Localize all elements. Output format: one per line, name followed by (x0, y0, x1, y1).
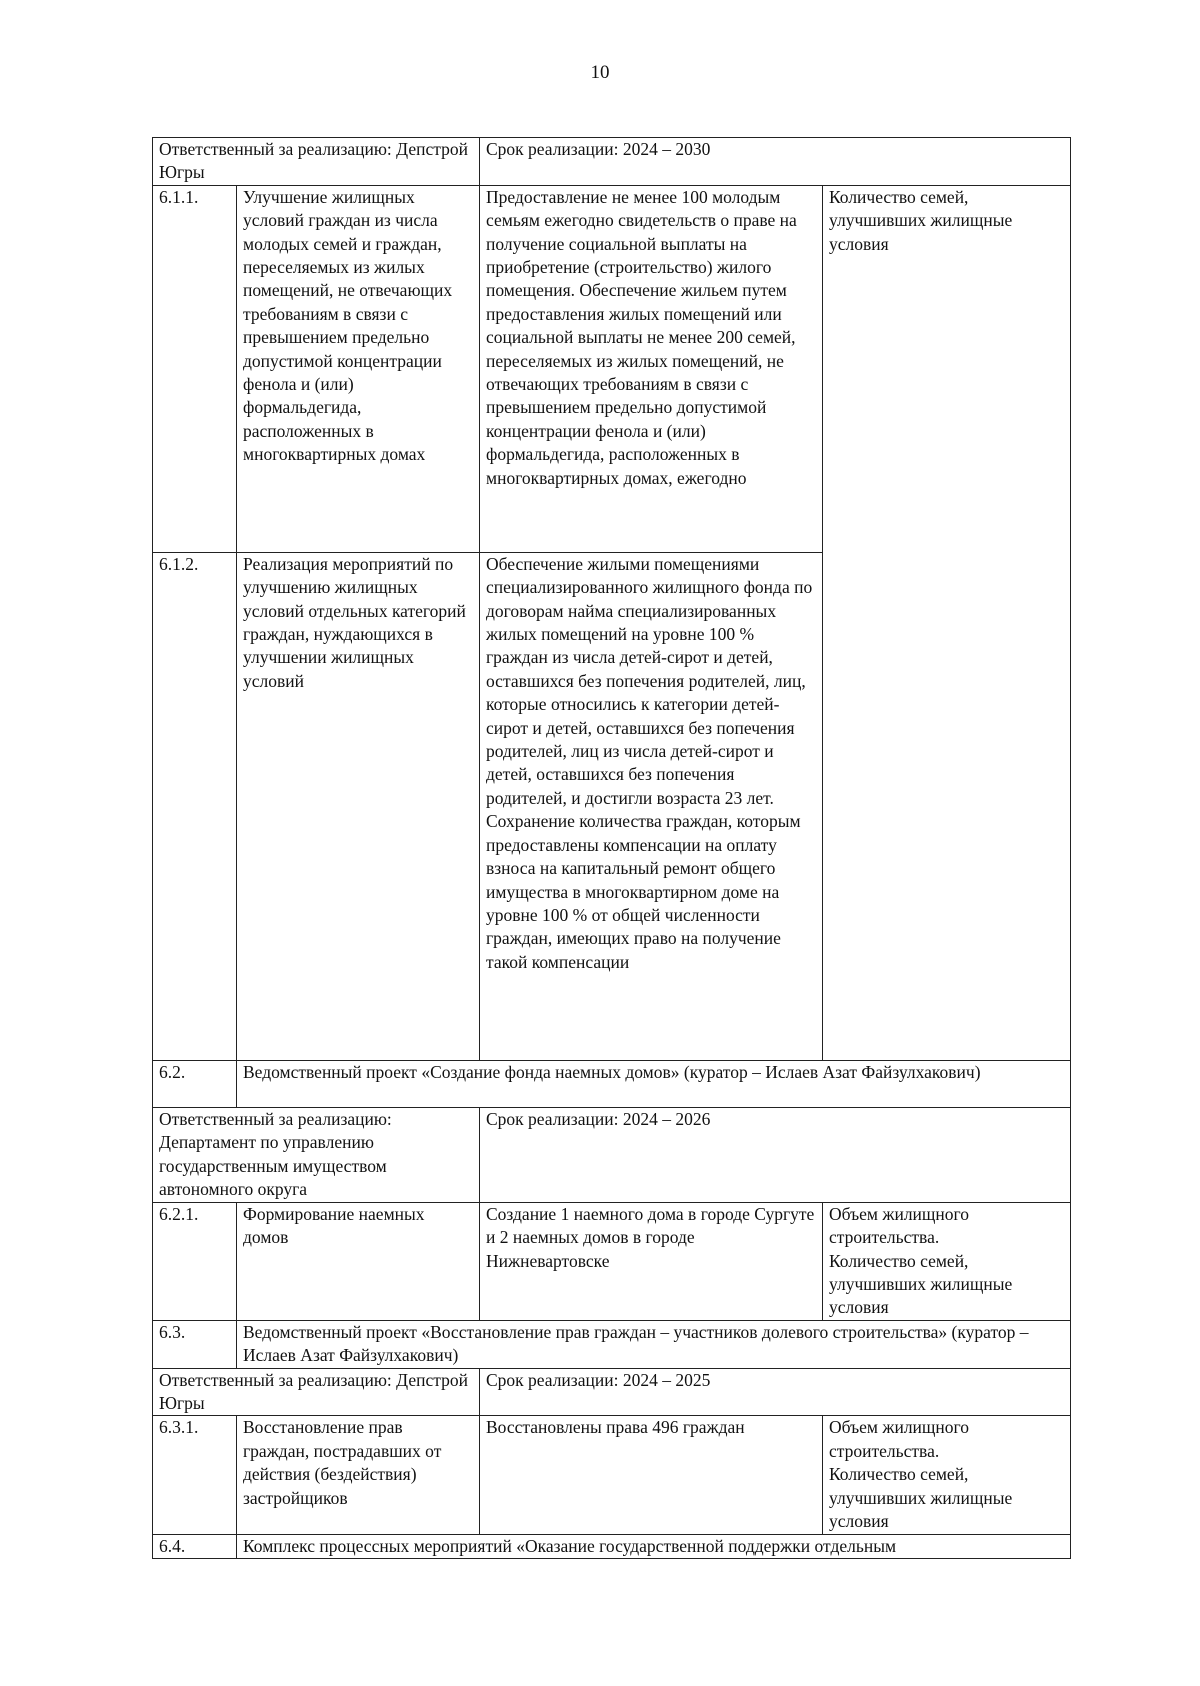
row-number: 6.4. (153, 1534, 237, 1558)
indicator-cell: Количество семей, улучшивших жилищные условия (823, 185, 1071, 1060)
row-number: 6.1.1. (153, 185, 237, 552)
indicator-cell (823, 1202, 1071, 1320)
measure-name: Восстановление прав граждан, пострадавших от действия (бездействия) застройщиков (237, 1416, 480, 1534)
project-title: Ведомственный проект «Создание фонда наемных домов» (куратор – Ислаев Азат Файзулхакович) (237, 1060, 1071, 1107)
responsible-cell: Ответственный за реализацию: Депстрой Югры (153, 1368, 480, 1416)
measure-result: Создание 1 наемного дома в городе Сургуте и 2 наемных домов в городе Нижневартовске (480, 1202, 823, 1320)
table-row (153, 1416, 1071, 1534)
measure-name: Реализация мероприятий по улучшению жилищных условий отдельных категорий граждан, нуждающихся в улучшении жилищных условий (237, 552, 480, 1060)
measure-result: Обеспечение жилыми помещениями специализированного жилищного фонда по договорам найма специализированных жилых помещений на уровне 100 % граждан из числа детей-сирот и детей, оставшихся без попечения родителей, лиц, которые относились к категории детей-сирот и детей, оставшихся без попечения родителей, лиц из числа детей-сирот и детей, оставшихся без попечения родителей, и достигли возраста 23 лет. Сохранение количества граждан, которым предоставлены компенсации на оплату взноса на капитальный ремонт общего имущества в многоквартирном доме на уровне 100 % от общей численности граждан, имеющих право на получение такой компенсации (480, 552, 823, 1060)
project-title: Комплекс процессных мероприятий «Оказание государственной поддержки отдельным (237, 1534, 1071, 1558)
period-cell: Срок реализации: 2024 – 2025 (480, 1368, 1071, 1416)
responsible-cell: Ответственный за реализацию: Департамент по управлению государственным имуществом автономного округа (153, 1107, 480, 1202)
measure-name: Формирование наемных домов (237, 1202, 480, 1320)
table-row (153, 1202, 1071, 1320)
page-number: 10 (590, 62, 610, 83)
table-row (153, 1534, 1071, 1558)
row-number: 6.3. (153, 1320, 237, 1368)
measures-table (152, 137, 1071, 1559)
indicator-line: Количество семей, улучшивших жилищные условия (829, 1250, 1013, 1318)
indicator-cell (823, 1416, 1071, 1534)
measure-name: Улучшение жилищных условий граждан из числа молодых семей и граждан, переселяемых из жилых помещений, не отвечающих требованиям в связи с превышением предельно допустимой концентрации фенола и (или) формальдегида, расположенных в многоквартирных домах (237, 185, 480, 552)
table-row (153, 1060, 1071, 1107)
period-cell: Срок реализации: 2024 – 2030 (480, 138, 1071, 186)
table-row (153, 1368, 1071, 1416)
table-row (153, 1107, 1071, 1202)
indicator-line: Объем жилищного строительства. (829, 1203, 970, 1248)
project-title: Ведомственный проект «Восстановление прав граждан – участников долевого строительства» (куратор – Ислаев Азат Файзулхакович) (237, 1320, 1071, 1368)
table-row (153, 1320, 1071, 1368)
indicator-line: Объем жилищного строительства. (829, 1417, 970, 1461)
table-row (153, 185, 1071, 552)
responsible-cell: Ответственный за реализацию: Депстрой Югры (153, 138, 480, 186)
measure-result: Восстановлены права 496 граждан (480, 1416, 823, 1534)
row-number: 6.1.2. (153, 552, 237, 1060)
row-number: 6.2. (153, 1060, 237, 1107)
period-cell: Срок реализации: 2024 – 2026 (480, 1107, 1071, 1202)
table-row (153, 138, 1071, 186)
row-number: 6.2.1. (153, 1202, 237, 1320)
measure-result: Предоставление не менее 100 молодым семьям ежегодно свидетельств о праве на получение социальной выплаты на приобретение (строительство) жилого помещения. Обеспечение жильем путем предоставления жилых помещений или социальной выплаты не менее 200 семей, переселяемых из жилых помещений, не отвечающих требованиям в связи с превышением предельно допустимой концентрации фенола и (или) формальдегида, расположенных в многоквартирных домах, ежегодно (480, 185, 823, 552)
row-number: 6.3.1. (153, 1416, 237, 1534)
indicator-line: Количество семей, улучшивших жилищные условия (829, 1464, 1013, 1532)
